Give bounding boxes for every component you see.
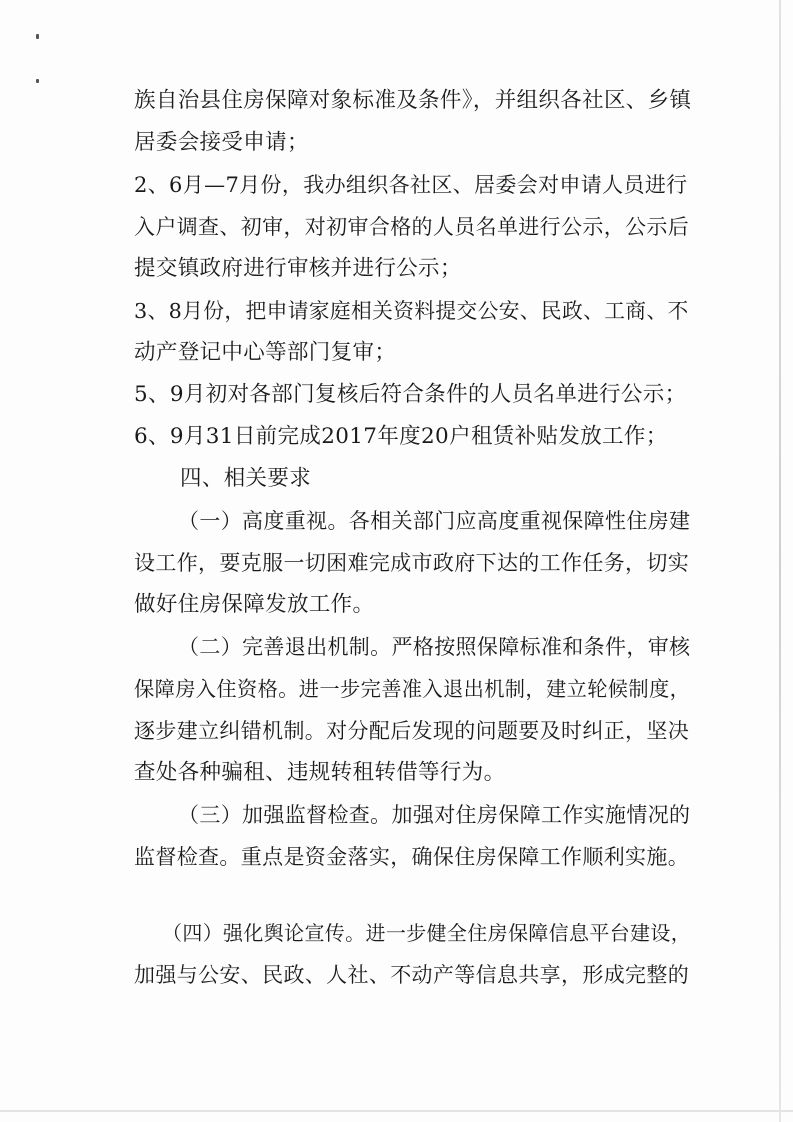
scan-mark (36, 34, 39, 39)
text-line: （三）加强监督检查。加强对住房保障工作实施情况的 (178, 803, 691, 827)
text-line: 查处各种骗租、违规转租转借等行为。 (134, 760, 506, 785)
section-heading: 四、相关要求 (180, 466, 312, 491)
text-line: 6、9月31日前完成2017年度20户租赁补贴发放工作； (134, 424, 668, 449)
text-line: 提交镇政府进行审核并进行公示； (134, 256, 462, 281)
text-line: 监督检查。重点是资金落实，确保住房保障工作顺利实施。 (134, 845, 690, 869)
text-line: 入户调查、初审，对初审合格的人员名单进行公示，公示后 (134, 215, 690, 239)
text-line: 逐步建立纠错机制。对分配后发现的问题要及时纠正，坚决 (134, 719, 690, 743)
text-line: 动产登记中心等部门复审； (134, 340, 397, 365)
text-line: 加强与公安、民政、人社、不动产等信息共享，形成完整的 (134, 963, 690, 987)
text-line: 5、9月初对各部门复核后符合条件的人员名单进行公示； (134, 382, 687, 407)
text-line: 3、8月份，把申请家庭相关资料提交公安、民政、工商、不 (134, 299, 689, 323)
text-line: 设工作，要克服一切困难完成市政府下达的工作任务，切实 (134, 551, 690, 575)
text-line: （四）强化舆论宣传。进一步健全住房保障信息平台建设， (162, 921, 692, 945)
text-line: 做好住房保障发放工作。 (134, 592, 375, 617)
text-line: （一）高度重视。各相关部门应高度重视保障性住房建 (178, 509, 691, 533)
text-line: （二）完善退出机制。严格按照保障标准和条件，审核 (178, 635, 691, 659)
text-line: 居委会接受申请； (134, 130, 309, 155)
page-edge-bottom (0, 1110, 793, 1112)
text-line: 保障房入住资格。进一步完善准入退出机制，建立轮候制度， (134, 677, 691, 701)
text-line: 2、6月—7月份，我办组织各社区、居委会对申请人员进行 (134, 173, 688, 197)
scan-mark (36, 79, 39, 83)
text-line: 族自治县住房保障对象标准及条件》，并组织各社区、乡镇 (134, 88, 692, 113)
page-edge-right (779, 0, 781, 1122)
